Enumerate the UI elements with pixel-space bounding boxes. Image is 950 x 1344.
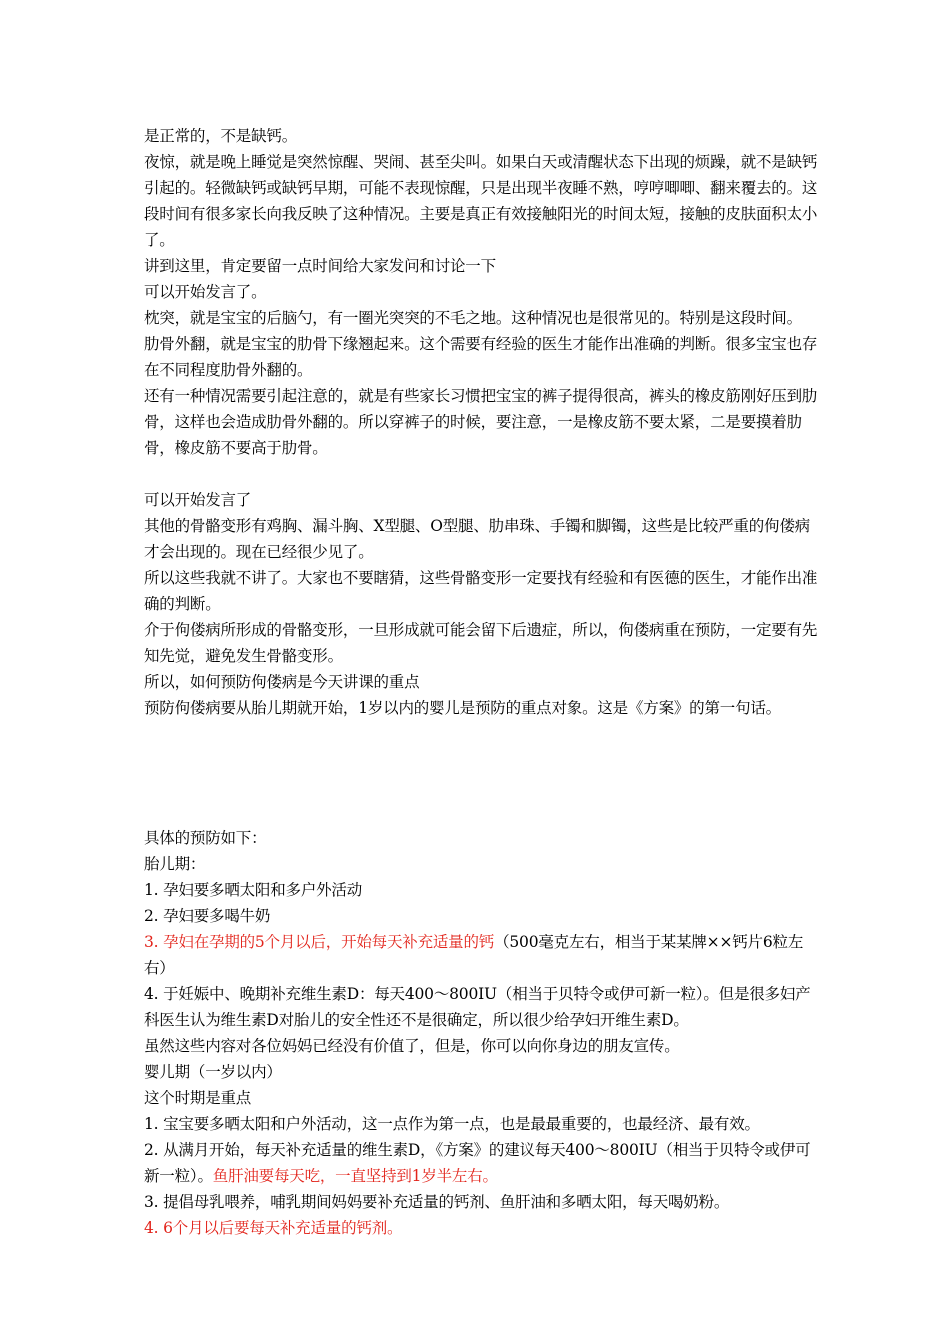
highlight-cod-liver-oil: 鱼肝油要每天吃，一直坚持到1岁半左右。	[212, 1167, 498, 1185]
calcium-dosage-note: （500毫克左右，相当于某某牌××钙片6粒左右）	[144, 933, 804, 977]
paragraph-start-speaking: 可以开始发言了。	[144, 283, 267, 301]
paragraph-night-terror: 夜惊，就是晚上睡觉是突然惊醒、哭闹、甚至尖叫。如果白天或清醒状态下出现的烦躁，就不是缺钙引起的。轻微缺钙或缺钙早期，可能不表现惊醒，只是出现半夜睡不熟，哼哼唧唧、翻来覆去的。这段时间有很多家长向我反映了这种情况。主要是真正有效接触阳光的时间太短，接触的皮肤面积太小了。	[144, 153, 818, 249]
paragraph-rib-flare: 肋骨外翻，就是宝宝的肋骨下缘翘起来。这个需要有经验的医生才能作出准确的判断。很多宝宝也存在不同程度肋骨外翻的。	[144, 335, 818, 379]
list-item-infant-3: 3. 提倡母乳喂养，哺乳期间妈妈要补充适量的钙剂、鱼肝油和多晒太阳，每天喝奶粉。	[144, 1193, 730, 1211]
paragraph-pants-elastic: 还有一种情况需要引起注意的，就是有些家长习惯把宝宝的裤子提得很高，裤头的橡皮筋刚好压到肋骨，这样也会造成肋骨外翻的。所以穿裤子的时候，要注意，一是橡皮筋不要太紧，二是要摸着肋骨，橡皮筋不要高于肋骨。	[144, 387, 818, 457]
heading-infant-period: 婴儿期（一岁以内）	[144, 1063, 282, 1081]
paragraph-plan-first-sentence: 预防佝偻病要从胎儿期就开始，1岁以内的婴儿是预防的重点对象。这是《方案》的第一句话。	[144, 699, 781, 717]
paragraph-no-guessing: 所以这些我就不讲了。大家也不要瞎猜，这些骨骼变形一定要找有经验和有医德的医生，才能作出准确的判断。	[144, 569, 818, 613]
list-item-infant-1: 1. 宝宝要多晒太阳和户外活动，这一点作为第一点，也是最最重要的，也最经济、最有效。	[144, 1115, 760, 1133]
paragraph-start-speaking-2: 可以开始发言了	[144, 491, 252, 509]
list-item-fetal-1: 1. 孕妇要多晒太阳和多户外活动	[144, 881, 363, 899]
paragraph-share-with-friends: 虽然这些内容对各位妈妈已经没有价值了，但是，你可以向你身边的朋友宣传。	[144, 1037, 680, 1055]
list-item-infant-2	[144, 1137, 824, 1189]
paragraph-prevention-focus: 介于佝偻病所形成的骨骼变形，一旦形成就可能会留下后遗症，所以，佝偻病重在预防，一定要有先知先觉，避免发生骨骼变形。	[144, 621, 818, 665]
heading-fetal-period: 胎儿期：	[144, 855, 206, 873]
list-item-fetal-3	[144, 929, 824, 981]
paragraph-other-deformities: 其他的骨骼变形有鸡胸、漏斗胸、X型腿、O型腿、肋串珠、手镯和脚镯，这些是比较严重的佝偻病才会出现的。现在已经很少见了。	[144, 517, 810, 561]
document-body	[144, 123, 824, 1241]
list-item-infant-4	[144, 1215, 824, 1241]
paragraph-discussion-time: 讲到这里，肯定要留一点时间给大家发问和讨论一下	[144, 257, 496, 275]
vitamin-d-advice: 2. 从满月开始，每天补充适量的维生素D，《方案》的建议每天400～800IU（相当于贝特令或伊可新一粒）。	[144, 1141, 811, 1185]
paragraph-occipital-bald: 枕突，就是宝宝的后脑勺，有一圈光突突的不毛之地。这种情况也是很常见的。特别是这段时间。	[144, 309, 802, 327]
paragraph-prevention-intro: 具体的预防如下：	[144, 829, 267, 847]
blank-gap	[144, 721, 824, 825]
paragraph-todays-key-point: 所以，如何预防佝偻病是今天讲课的重点	[144, 673, 420, 691]
highlight-calcium-after-5-months: 3. 孕妇在孕期的5个月以后，开始每天补充适量的钙	[144, 933, 495, 951]
blank-line	[144, 461, 824, 487]
paragraph-normal-calcium: 是正常的，不是缺钙。	[144, 127, 298, 145]
highlight-calcium-after-6-months: 6个月以后要每天补充适量的钙剂。	[163, 1219, 403, 1237]
list-item-fetal-4: 4. 于妊娠中、晚期补充维生素D：每天400～800IU（相当于贝特令或伊可新一粒）。但是很多妇产科医生认为维生素D对胎儿的安全性还不是很确定，所以很少给孕妇开维生素D。	[144, 985, 811, 1029]
list-item-fetal-2: 2. 孕妇要多喝牛奶	[144, 907, 271, 925]
list-number-4: 4.	[144, 1219, 164, 1237]
paragraph-key-period: 这个时期是重点	[144, 1089, 252, 1107]
